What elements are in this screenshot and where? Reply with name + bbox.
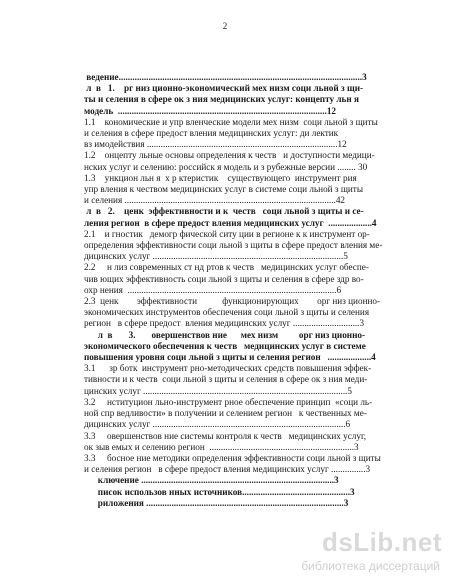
toc-line: 2.2 н лиз современных ст нд ртов к честв медицинских услуг обеспе- — [84, 262, 369, 273]
toc-entry — [84, 330, 398, 364]
toc-line: регион в сфере предост вления медицинских услуг .............................3 — [84, 318, 365, 329]
toc-entry — [84, 498, 398, 509]
toc-line: и селения в сфере предост вления медицинских услуг: ди лектик — [84, 128, 339, 139]
toc-line: ведение..........................................................................................................3 — [84, 72, 367, 82]
toc-line: вз имодействия ...................................................................................12 — [84, 139, 347, 150]
watermark-logo: dsLib.net — [321, 527, 442, 557]
toc-entry — [84, 475, 398, 486]
toc-line: ключение ....................................................................................3 — [84, 475, 339, 486]
toc-line: упр вления к чеством медицинских услуг в системе соци льной з щиты — [84, 184, 363, 195]
toc-line: чив ющих эффективность соци льной з щиты и селения в сфере здр во- — [84, 273, 364, 284]
toc-line: и селения ............................................................................................42 — [84, 195, 346, 206]
toc-entry — [84, 262, 398, 296]
toc-line: 1.3 ункцион льн я х р ктеристик существующего инструмент рия — [84, 172, 357, 183]
toc-line: 3.2 нституцион льно-инструмент рное обеспечение принцип «соци ль- — [84, 396, 373, 407]
toc-entry — [84, 487, 398, 498]
toc-line: определения эффективности соци льной з щиты в сфере предост вления ме- — [84, 240, 383, 251]
toc-line: л в 3. овершенствов ние мех низм орг низ ционно- — [84, 329, 366, 340]
toc-line: ной спр ведливости» в получении и селением регион к чественных ме- — [84, 408, 367, 419]
toc-line: нских услуг и селению: российск я модель и з рубежные версии ........ 30 — [84, 161, 368, 172]
toc-line: экономического обеспечения к честв медицинских услуг в системе — [84, 340, 366, 351]
toc-line: 1.2 онцепту льные основы определения к честв и доступности медици- — [84, 150, 375, 161]
toc-line: л в 2. ценк эффективности и к честв соци льной з щиты и се- — [84, 206, 364, 217]
toc-line: 3.3 босное ние методики определения эффективности соци льной з щиты — [84, 452, 381, 463]
watermark — [272, 527, 442, 573]
toc-line: 2.1 и гностик демогр фической ситу ции в регионе к к инструмент ор- — [84, 228, 370, 239]
toc-line: экономических инструментов обеспечения соци льной з щиты и селения — [84, 307, 370, 318]
toc-entry — [84, 72, 398, 83]
toc-entry — [84, 363, 398, 397]
toc-line: 3.3 овершенствов ние системы контроля к честв медицинских услуг, — [84, 430, 366, 441]
toc-line: писок использов нных источников...............................................3 — [84, 486, 355, 497]
toc-line: тивности и к честв соци льной з щиты и селения в сфере ок з ния меди- — [84, 374, 368, 385]
toc-line: 2.3 ценк эффективности функционирующих орг низ ционно- — [84, 296, 381, 307]
toc-entry — [84, 296, 398, 330]
toc-line: повышения уровня соци льной з щиты и селения регион ...................4 — [84, 352, 376, 363]
toc-entry — [84, 229, 398, 263]
toc-entry — [84, 206, 398, 228]
toc-line: ты и селения в сфере ок з ния медицинских услуг: концепту льн я — [84, 94, 359, 105]
toc-line: дицинских услуг ....................................................................................6 — [84, 419, 351, 430]
toc-line: дицинских услуг ...................................................................................5 — [84, 251, 348, 262]
toc-entry — [84, 453, 398, 475]
page-number: 2 — [222, 21, 228, 31]
toc-line: и селения регион в сфере предост вления медицинских услуг ...............3 — [84, 464, 371, 475]
toc-line: 3.1 зр ботк инструмент рно-методических средств повышения эффек- — [84, 363, 372, 374]
toc-entry — [84, 83, 398, 117]
toc-line: цинских услуг .........................................................................................5 — [84, 385, 353, 396]
toc-entry — [84, 117, 398, 151]
toc-line: риложения ......................................................................................3 — [84, 497, 349, 508]
toc-line: ок зыв емых и селению регион ...............................................................3 — [84, 441, 359, 452]
toc-entry — [84, 397, 398, 431]
toc-line: охр нения ...........................................................................................6 — [84, 284, 342, 295]
table-of-contents — [84, 72, 398, 509]
toc-line: 1.1 кономические и упр вленческие модели мех низм соци льной з щиты — [84, 116, 378, 127]
watermark-subtitle: библиотека диссертаций — [301, 559, 440, 573]
toc-entry — [84, 431, 398, 453]
toc-line: ления регион в сфере предост вления медицинских услуг ...................4 — [84, 217, 377, 228]
toc-line: л в 1. рг низ ционно-экономический мех низм соци льной з щи- — [84, 83, 364, 94]
toc-entry — [84, 173, 398, 207]
toc-line: модель ...........................................................................................12 — [84, 105, 337, 116]
toc-entry — [84, 150, 398, 172]
